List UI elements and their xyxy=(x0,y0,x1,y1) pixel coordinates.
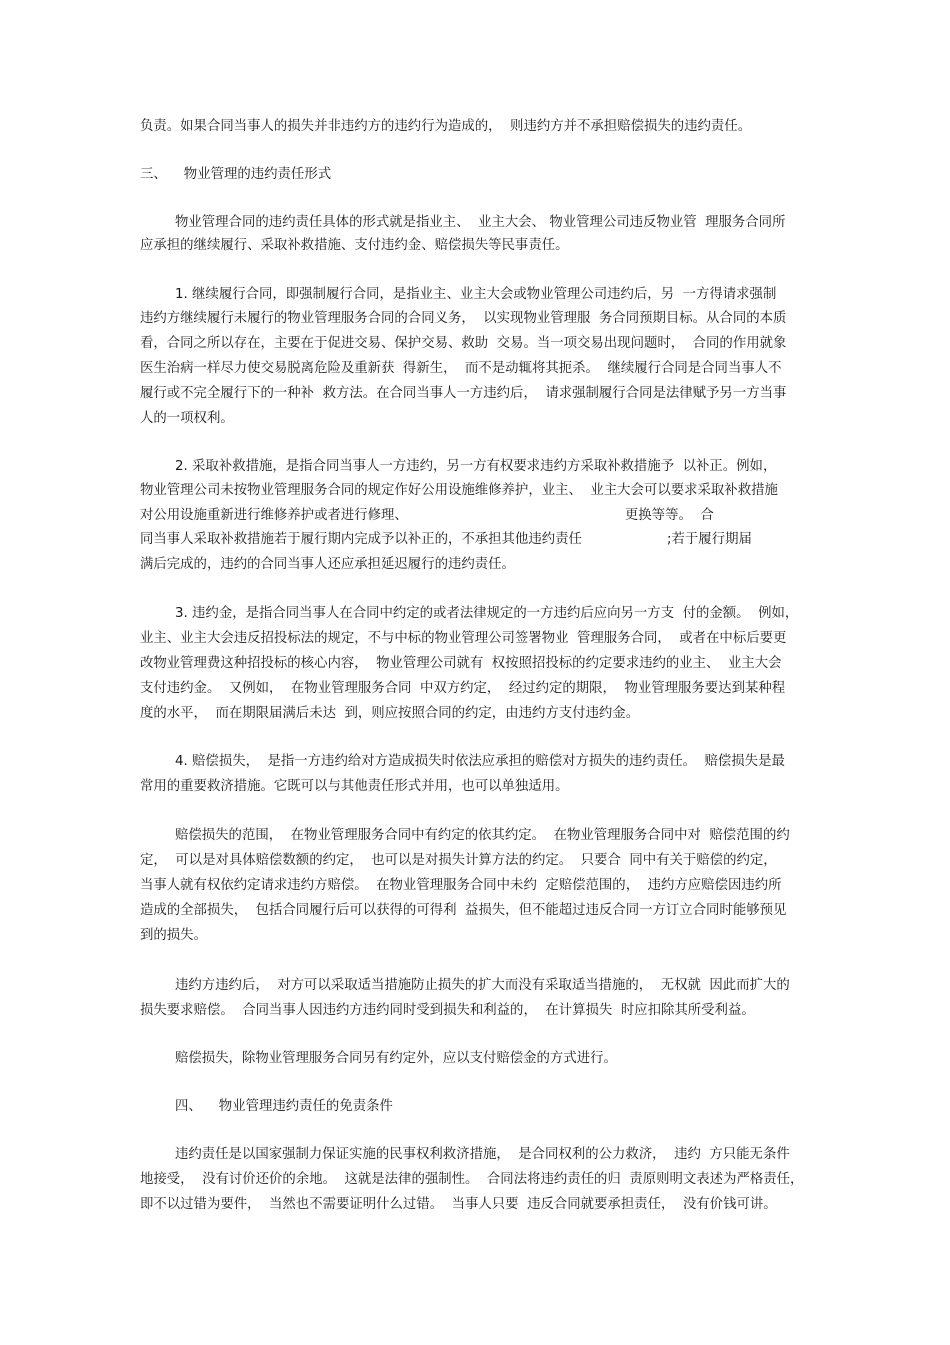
section-heading-3: 三、 物业管理的违约责任形式 xyxy=(140,167,332,182)
text-line: 物业管理合同的违约责任具体的形式就是指业主、 业主大会、 物业管理公司违反物业管 理服务合同所 xyxy=(175,215,786,230)
text-line: 人的一项权利。 xyxy=(140,411,234,426)
text-line: 赔偿损失的范围， 在物业管理服务合同中有约定的依其约定。 在物业管理服务合同中对 赔偿范围的约 xyxy=(175,828,790,843)
text-line: 常用的重要救济措施。它既可以与其他责任形式并用，也可以单独适用。 xyxy=(140,779,569,794)
text-line: 4. 赔偿损失， 是指一方违约给对方造成损失时依法应承担的赔偿对方损失的违约责任。 赔偿损失是最 xyxy=(175,754,785,769)
text-line: 违约方违约后， 对方可以采取适当措施防止损失的扩大而没有采取适当措施的， 无权就 因此而扩大的 xyxy=(175,978,790,993)
text-line: 应承担的继续履行、采取补救措施、支付违约金、赔偿损失等民事责任。 xyxy=(140,238,569,253)
text-line: 即不以过错为要件， 当然也不需要证明什么过错。 当事人只要 违反合同就要承担责任， 没有价钱可讲。 xyxy=(140,1197,777,1212)
text-line: 度的水平， 而在期限届满后未达 到，则应按照合同的约定，由违约方支付违约金。 xyxy=(140,706,640,721)
text-line: 地接受， 没有讨价还价的余地。 这就是法律的强制性。 合同法将违约责任的归 责原则明文表述为严格责任， xyxy=(140,1172,804,1187)
text-line: 当事人就有权依约定请求违约方赔偿。 在物业管理服务合同中未约 定赔偿范围的， 违约方应赔偿因违约所 xyxy=(140,878,782,893)
text-line: 物业管理公司未按物业管理服务合同的规定作好公用设施维修养护，业主、 业主大会可以要求采取补救措施 xyxy=(140,483,778,498)
text-line: 看，合同之所以存在，主要在于促进交易、保护交易、救助 交易。当一项交易出现问题时， 合同的作用就象 xyxy=(140,336,787,351)
text-line: 3. 违约金，是指合同当事人在合同中约定的或者法律规定的一方违约后应向另一方支 付的金额。 例如， xyxy=(175,606,799,621)
text-line: 改物业管理费这种招投标的核心内容， 物业管理公司就有 权按照招投标的约定要求违约的业主、 业主大会 xyxy=(140,656,782,671)
text-line: 违约方继续履行未履行的物业管理服务合同的合同义务， 以实现物业管理服 务合同预期目标。从合同的本质 xyxy=(140,311,787,326)
text-line: 2. 采取补救措施，是指合同当事人一方违约，另一方有权要求违约方采取补救措施予 以补正。例如， xyxy=(175,459,777,474)
text-line: 到的损失。 xyxy=(140,928,207,943)
text-line: 负责。如果合同当事人的损失并非违约方的违约行为造成的， 则违约方并不承担赔偿损失的违约责任。 xyxy=(140,119,752,134)
text-line: 损失要求赔偿。 合同当事人因违约方违约同时受到损失和利益的， 在计算损失 时应扣除其所受利益。 xyxy=(140,1003,755,1018)
section-heading-4: 四、 物业管理违约责任的免责条件 xyxy=(175,1099,393,1114)
text-line: 违约责任是以国家强制力保证实施的民事权利救济措施， 是合同权利的公力救济， 违约 方只能无条件 xyxy=(175,1147,790,1162)
text-line: 支付违约金。 又例如， 在物业管理服务合同 中双方约定， 经过约定的期限， 物业管理服务要达到某种程 xyxy=(140,681,786,696)
text-line: 满后完成的，违约的合同当事人还应承担延迟履行的违约责任。 xyxy=(140,557,515,572)
text-line: 履行或不完全履行下的一种补 救方法。在合同当事人一方违约后， 请求强制履行合同是法律赋予另一方当事 xyxy=(140,386,787,401)
text-line: 1. 继续履行合同，即强制履行合同，是指业主、业主大会或物业管理公司违约后，另 一方得请求强制 xyxy=(175,287,777,302)
text-line: 医生治病一样尽力使交易脱离危险及重新获 得新生， 而不是动辄将其扼杀。 继续履行合同是合同当事人不 xyxy=(140,361,782,376)
text-line: 对公用设施重新进行维修养护或者进行修理、 更换等等。 合 xyxy=(140,508,714,523)
text-line: 造成的全部损失， 包括合同履行后可以获得的可得利 益损失，但不能超过违反合同一方订立合同时能够预见 xyxy=(140,903,787,918)
text-line: 业主、业主大会违反招投标法的规定，不与中标的物业管理公司签署物业 管理服务合同， 或者在中标后要更 xyxy=(140,631,787,646)
text-line: 赔偿损失，除物业管理服务合同另有约定外，应以支付赔偿金的方式进行。 xyxy=(175,1051,617,1066)
text-line: 同当事人采取补救措施若于履行期内完成予以补正的，不承担其他违约责任 ;若于履行期届 xyxy=(140,532,752,547)
text-line: 定， 可以是对具体赔偿数额的约定， 也可以是对损失计算方法的约定。 只要合 同中有关于赔偿的约定， xyxy=(140,853,777,868)
